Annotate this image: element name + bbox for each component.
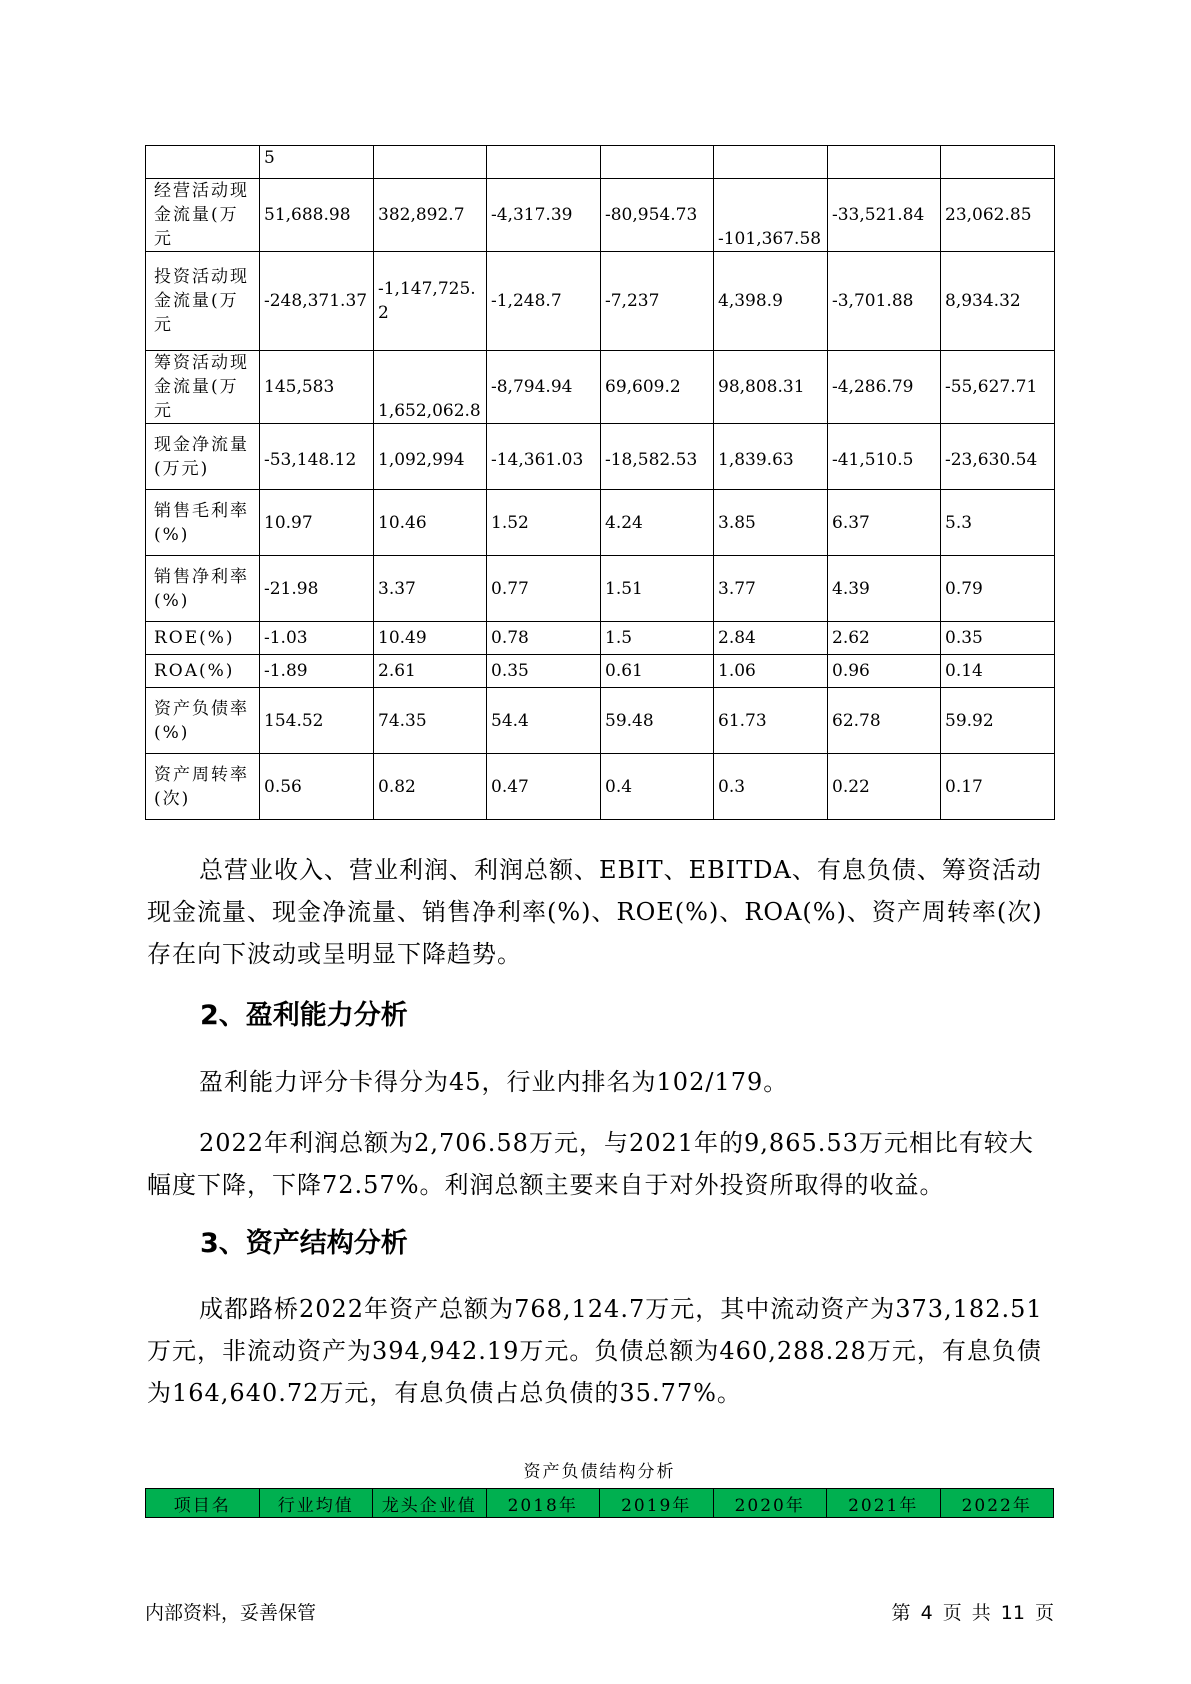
table-cell: 0.82	[374, 754, 487, 820]
table-cell: 1.06	[714, 655, 828, 688]
row-label: 资产负债率(%)	[146, 688, 260, 754]
table-cell: -80,954.73	[601, 179, 714, 252]
table-cell: 1.5	[601, 622, 714, 655]
table-cell: 0.77	[487, 556, 601, 622]
section-heading-asset-structure: 3、资产结构分析	[200, 1228, 408, 1259]
row-label: 现金净流量(万元)	[146, 424, 260, 490]
table-cell: 2.84	[714, 622, 828, 655]
table-cell: 145,583	[260, 351, 374, 424]
table-cell: 59.48	[601, 688, 714, 754]
table-row	[146, 754, 1055, 820]
table-cell: 54.4	[487, 688, 601, 754]
table-cell: 74.35	[374, 688, 487, 754]
table-cell: 0.14	[941, 655, 1055, 688]
table-cell: 1.52	[487, 490, 601, 556]
table-cell: -55,627.71	[941, 351, 1055, 424]
table-cell: 61.73	[714, 688, 828, 754]
table-row	[146, 351, 1055, 424]
table-row	[146, 252, 1055, 351]
table-row	[146, 424, 1055, 490]
column-header: 2021年	[827, 1489, 941, 1518]
table-cell	[601, 146, 714, 179]
footer-confidential-note: 内部资料，妥善保管	[145, 1602, 317, 1624]
table-row	[146, 655, 1055, 688]
table-cell: -7,237	[601, 252, 714, 351]
table-cell: 0.56	[260, 754, 374, 820]
column-header: 2020年	[713, 1489, 827, 1518]
column-header: 行业均值	[259, 1489, 373, 1518]
table-cell: 51,688.98	[260, 179, 374, 252]
row-label: 销售净利率(%)	[146, 556, 260, 622]
table-cell: -41,510.5	[828, 424, 941, 490]
row-label: ROA(%)	[146, 655, 260, 688]
table-header-row	[146, 1489, 1054, 1518]
table-cell: 382,892.7	[374, 179, 487, 252]
table-row	[146, 556, 1055, 622]
row-label	[146, 146, 260, 179]
table-cell: 69,609.2	[601, 351, 714, 424]
table-cell: 5.3	[941, 490, 1055, 556]
table-cell: 4.24	[601, 490, 714, 556]
footer-page-number: 第 4 页 共 11 页	[891, 1602, 1054, 1624]
table-cell: 4,398.9	[714, 252, 828, 351]
table-cell: 3.37	[374, 556, 487, 622]
column-header: 龙头企业值	[373, 1489, 487, 1518]
table-cell: 59.92	[941, 688, 1055, 754]
table-cell	[828, 146, 941, 179]
table-row	[146, 622, 1055, 655]
table-row	[146, 688, 1055, 754]
table-cell: 154.52	[260, 688, 374, 754]
column-header: 项目名	[146, 1489, 260, 1518]
row-label: 筹资活动现金流量(万元	[146, 351, 260, 424]
table-cell: 0.61	[601, 655, 714, 688]
table-cell: 0.35	[941, 622, 1055, 655]
table-cell	[714, 146, 828, 179]
table-cell: 4.39	[828, 556, 941, 622]
column-header: 2018年	[486, 1489, 600, 1518]
table-cell: 1,652,062.8	[374, 351, 487, 424]
table-cell: 8,934.32	[941, 252, 1055, 351]
table-cell: 2.61	[374, 655, 487, 688]
table-cell	[374, 146, 487, 179]
table-cell: 0.79	[941, 556, 1055, 622]
financial-indicators-table	[145, 145, 1055, 820]
row-label: 投资活动现金流量(万元	[146, 252, 260, 351]
table-cell: 0.96	[828, 655, 941, 688]
table-cell: -4,286.79	[828, 351, 941, 424]
table-cell: 23,062.85	[941, 179, 1055, 252]
table-row	[146, 146, 1055, 179]
table-cell: -8,794.94	[487, 351, 601, 424]
table-cell: 1,839.63	[714, 424, 828, 490]
table-cell: 3.77	[714, 556, 828, 622]
table-row	[146, 490, 1055, 556]
trend-paragraph: 总营业收入、营业利润、利润总额、EBIT、EBITDA、有息负债、筹资活动现金流量、现金净流量、销售净利率(%)、ROE(%)、ROA(%)、资产周转率(次)存在向下波动或呈明显下降趋势。	[147, 856, 1043, 968]
table-cell: 10.49	[374, 622, 487, 655]
table-cell	[941, 146, 1055, 179]
table-cell: 0.35	[487, 655, 601, 688]
table-cell: 0.47	[487, 754, 601, 820]
table-cell: -53,148.12	[260, 424, 374, 490]
table-cell: 10.97	[260, 490, 374, 556]
table-cell: -248,371.37	[260, 252, 374, 351]
row-label: 经营活动现金流量(万元	[146, 179, 260, 252]
table-cell: 1,092,994	[374, 424, 487, 490]
table-cell: -101,367.58	[714, 179, 828, 252]
section-heading-profitability: 2、盈利能力分析	[200, 1000, 408, 1031]
table-cell: 6.37	[828, 490, 941, 556]
score-paragraph: 盈利能力评分卡得分为45，行业内排名为102/179。	[199, 1068, 789, 1096]
assets-paragraph: 成都路桥2022年资产总额为768,124.7万元，其中流动资产为373,182.51万元，非流动资产为394,942.19万元。负债总额为460,288.28万元，有息负债为164,640.72万元，有息负债占总负债的35.77%。	[147, 1295, 1043, 1407]
column-header: 2019年	[600, 1489, 714, 1518]
table-cell: 1.51	[601, 556, 714, 622]
table-cell: -3,701.88	[828, 252, 941, 351]
table-cell	[487, 146, 601, 179]
table-cell: 98,808.31	[714, 351, 828, 424]
table-cell: -14,361.03	[487, 424, 601, 490]
table-cell: -1,248.7	[487, 252, 601, 351]
table-cell: 0.17	[941, 754, 1055, 820]
column-header: 2022年	[940, 1489, 1054, 1518]
table-row	[146, 179, 1055, 252]
table-cell: -1.03	[260, 622, 374, 655]
table-cell: -1.89	[260, 655, 374, 688]
table-cell: 2.62	[828, 622, 941, 655]
table-cell: -33,521.84	[828, 179, 941, 252]
table-cell: 5	[260, 146, 374, 179]
table-cell: -23,630.54	[941, 424, 1055, 490]
profit-paragraph: 2022年利润总额为2,706.58万元，与2021年的9,865.53万元相比有较大幅度下降，下降72.57%。利润总额主要来自于对外投资所取得的收益。	[147, 1129, 1034, 1199]
table-cell: 0.22	[828, 754, 941, 820]
table-cell: -1,147,725.2	[374, 252, 487, 351]
row-label: 资产周转率(次)	[146, 754, 260, 820]
row-label: ROE(%)	[146, 622, 260, 655]
table-cell: 3.85	[714, 490, 828, 556]
table-cell: 62.78	[828, 688, 941, 754]
table-cell: -18,582.53	[601, 424, 714, 490]
asset-liability-header-table	[145, 1488, 1054, 1518]
row-label: 销售毛利率(%)	[146, 490, 260, 556]
table-cell: 0.3	[714, 754, 828, 820]
table-cell: 10.46	[374, 490, 487, 556]
table-cell: 0.78	[487, 622, 601, 655]
table-caption: 资产负债结构分析	[523, 1462, 676, 1482]
table-cell: -4,317.39	[487, 179, 601, 252]
table-cell: 0.4	[601, 754, 714, 820]
table-cell: -21.98	[260, 556, 374, 622]
